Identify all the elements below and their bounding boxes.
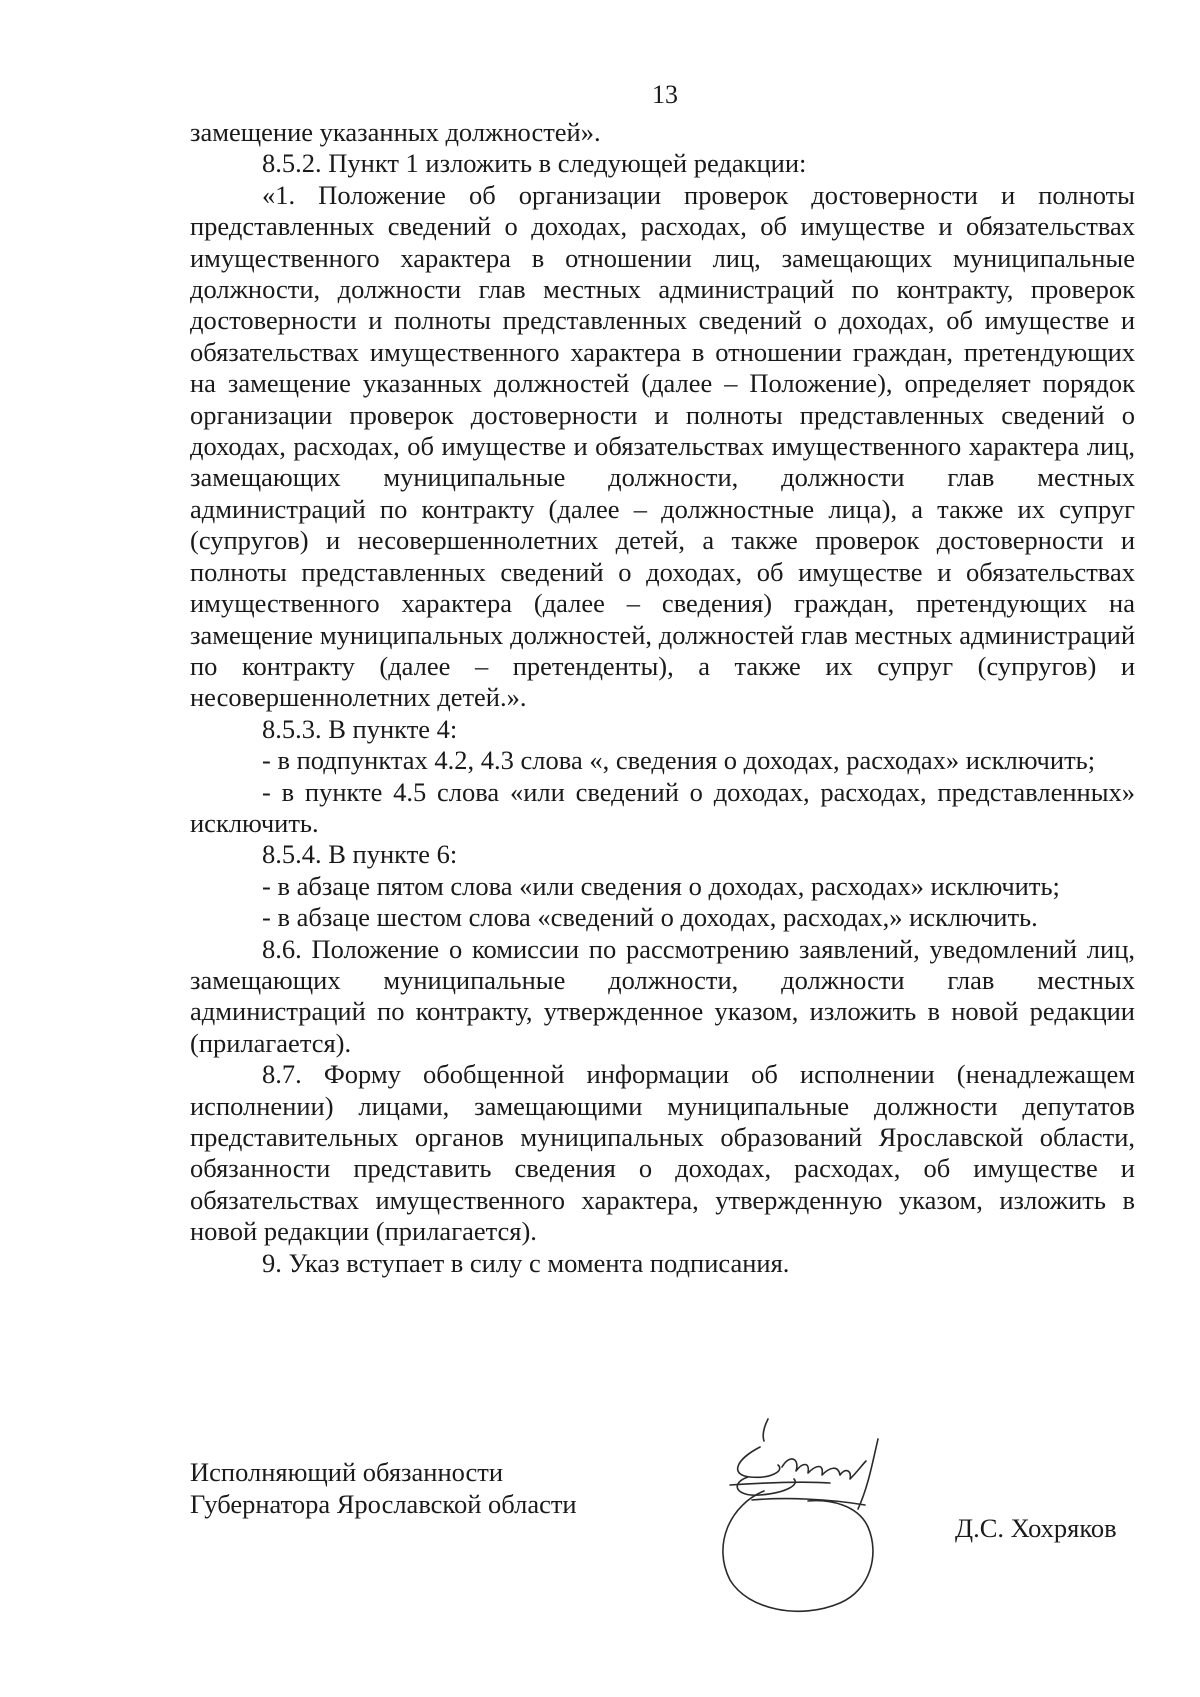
paragraph-8-6: 8.6. Положение о комиссии по рассмотрению заявлений, уведомлений лиц, замещающих муниципальные должности, должности глав местных администраций по контракту, утвержденное указом, изложить в новой редакции (прилагается). bbox=[190, 933, 1135, 1058]
paragraph-8-5-4-item-1: - в абзаце пятом слова «или сведения о доходах, расходах» исключить; bbox=[262, 870, 1060, 901]
document-body bbox=[190, 117, 1135, 1279]
paragraph-9: 9. Указ вступает в силу с момента подписания. bbox=[262, 1247, 790, 1278]
paragraph-8-5-3: 8.5.3. В пункте 4: bbox=[262, 713, 458, 744]
handwritten-signature-icon bbox=[690, 1405, 950, 1635]
signer-title bbox=[190, 1456, 577, 1520]
signer-title-line-1: Исполняющий обязанности bbox=[190, 1457, 504, 1487]
paragraph-8-5-3-item-2: - в пункте 4.5 слова «или сведений о доходах, расходах, представленных» исключить. bbox=[190, 776, 1135, 838]
signer-title-line-2: Губернатора Ярославской области bbox=[190, 1489, 577, 1519]
signer-name: Д.С. Хохряков bbox=[955, 1513, 1117, 1543]
paragraph-quoted-point-1: «1. Положение об организации проверок достоверности и полноты представленных сведений о доходах, расходах, об имуществе и обязательствах имущественного характера в отношении лиц, замещающих муниципальные должности, должности глав местных администраций по контракту, проверок достоверности и полноты представленных сведений о доходах, об имуществе и обязательствах имущественного характера в отношении граждан, претендующих на замещение указанных должностей (далее – Положение), определяет порядок организации проверок достоверности и полноты представленных сведений о доходах, расходах, об имуществе и обязательствах имущественного характера лиц, замещающих муниципальные должности, должности глав местных администраций по контракту (далее – должностные лица), а также их супруг (супругов) и несовершеннолетних детей, а также проверок достоверности и полноты представленных сведений о доходах, об имуществе и обязательствах имущественного характера (далее – сведения) граждан, претендующих на замещение муниципальных должностей, должностей глав местных администраций по контракту (далее – претенденты), а также их супруг (супругов) и несовершеннолетних детей.». bbox=[190, 179, 1135, 713]
paragraph-8-7: 8.7. Форму обобщенной информации об исполнении (ненадлежащем исполнении) лицами, замещающими муниципальные должности депутатов представительных органов муниципальных образований Ярославской области, обязанности представить сведения о доходах, расходах, об имуществе и обязательствах имущественного характера, утвержденную указом, изложить в новой редакции (прилагается). bbox=[190, 1059, 1135, 1247]
paragraph-continuation: замещение указанных должностей». bbox=[190, 117, 601, 147]
paragraph-8-5-4: 8.5.4. В пункте 6: bbox=[262, 839, 458, 870]
page-number: 13 bbox=[652, 80, 678, 109]
paragraph-8-5-2: 8.5.2. Пункт 1 изложить в следующей редакции: bbox=[262, 148, 807, 179]
paragraph-8-5-3-item-1: - в подпунктах 4.2, 4.3 слова «, сведения о доходах, расходах» исключить; bbox=[262, 745, 1096, 776]
paragraph-8-5-4-item-2: - в абзаце шестом слова «сведений о доходах, расходах,» исключить. bbox=[262, 902, 1038, 933]
